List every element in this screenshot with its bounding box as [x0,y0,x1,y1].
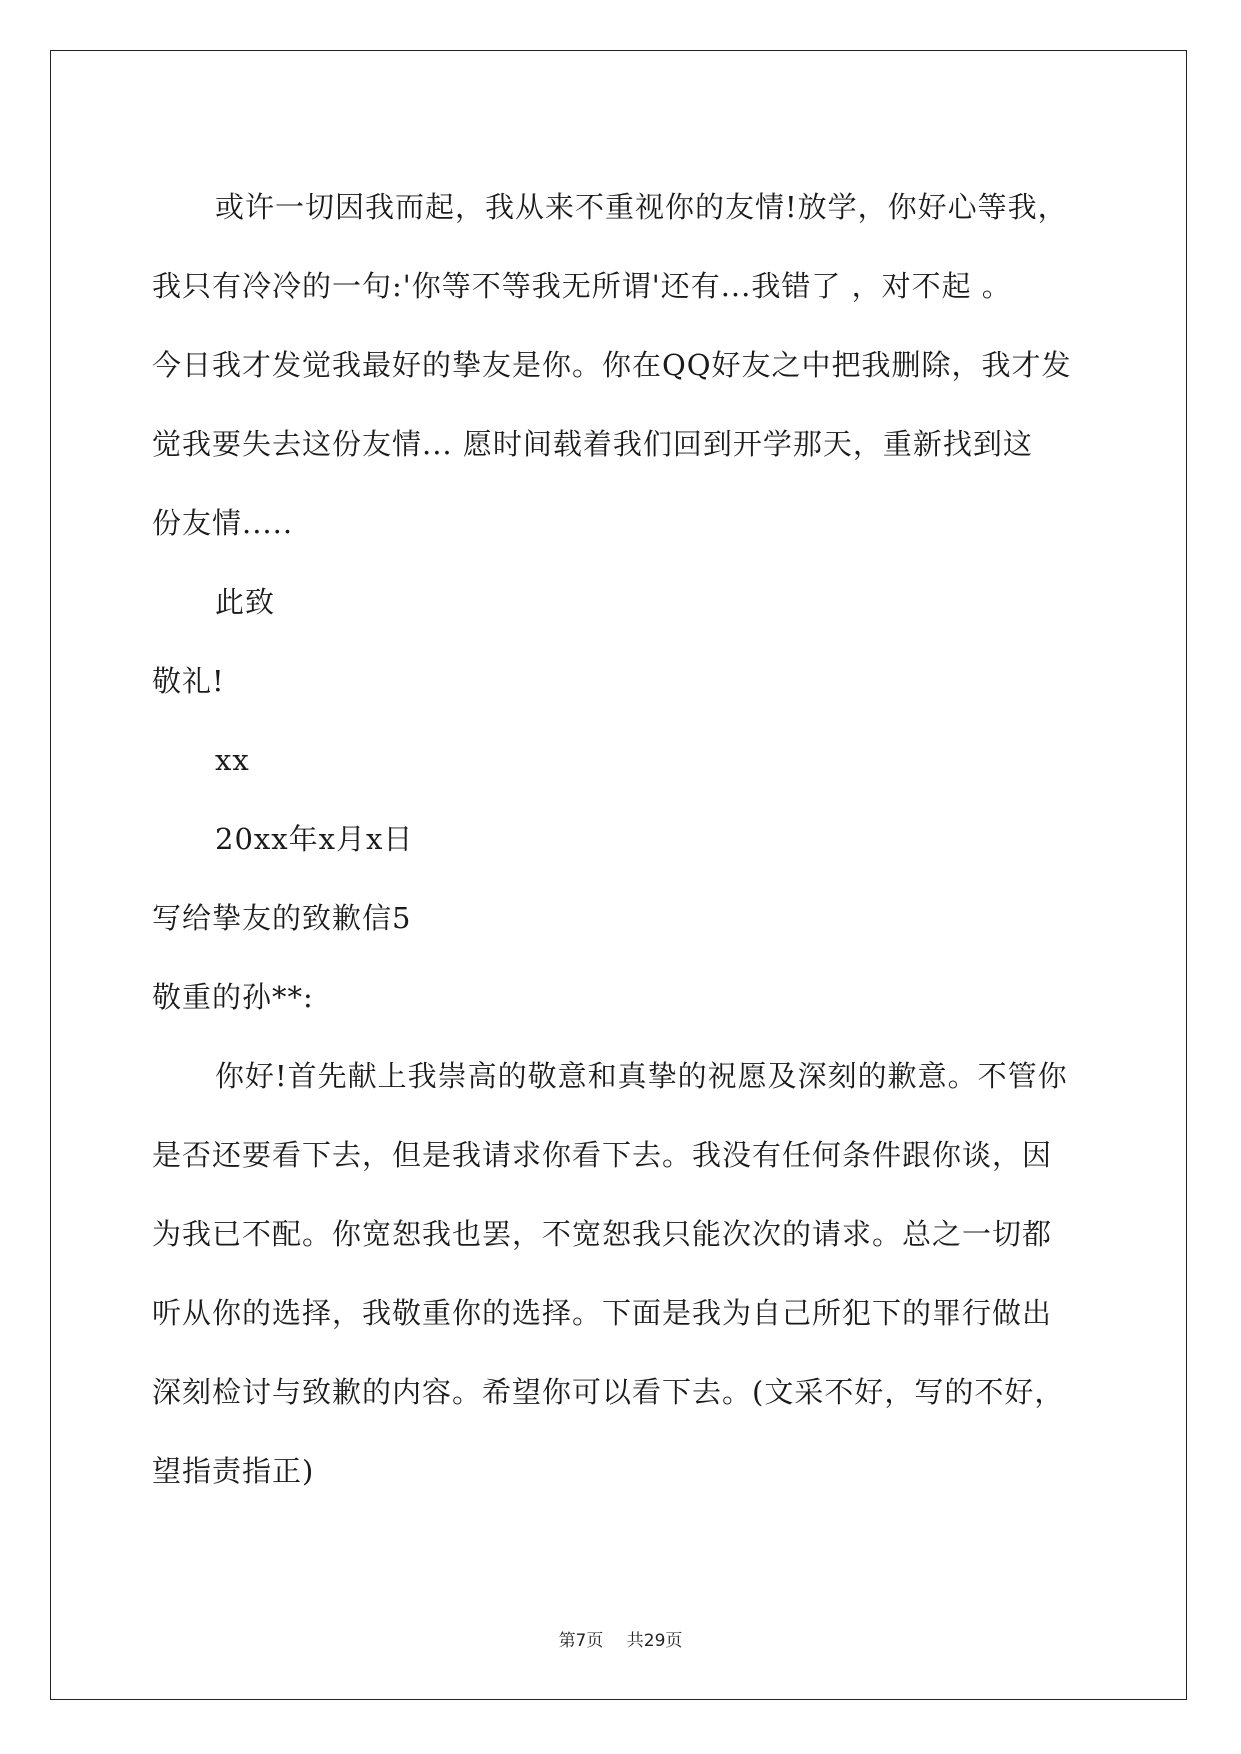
text-line: 今日我才发觉我最好的挚友是你。你在QQ好友之中把我删除，我才发 [152,348,1072,382]
text-line: 你好!首先献上我崇高的敬意和真挚的祝愿及深刻的歉意。不管你 [215,1059,1068,1093]
text-line: 望指责指正) [152,1454,315,1488]
signature-name: xx [215,743,250,777]
text-line: 深刻检讨与致歉的内容。希望你可以看下去。(文采不好，写的不好， [152,1375,1065,1409]
closing-salutation: 此致 [215,585,276,619]
text-line: 觉我要失去这份友情... 愿时间载着我们回到开学那天，重新找到这 [152,427,1033,461]
document-body [152,168,1092,1511]
greeting: 敬重的孙**: [152,980,314,1014]
text-line: 我只有冷冷的一句:'你等不等我无所谓'还有...我错了 ，对不起 。 [152,269,1012,303]
page-footer [0,1626,1241,1651]
closing-regards: 敬礼! [152,664,225,698]
text-line: 或许一切因我而起，我从来不重视你的友情!放学，你好心等我， [215,190,1068,224]
text-line: 听从你的选择，我敬重你的选择。下面是我为自己所犯下的罪行做出 [152,1296,1053,1330]
text-line: 为我已不配。你宽恕我也罢，不宽恕我只能次次的请求。总之一切都 [152,1217,1053,1251]
page-number: 第7页 [558,1631,604,1651]
page-total: 共29页 [626,1631,683,1651]
text-line: 是否还要看下去，但是我请求你看下去。我没有任何条件跟你谈，因 [152,1138,1053,1172]
text-line: 份友情..... [152,506,294,540]
signature-date: 20xx年x月x日 [215,822,414,856]
section-title: 写给挚友的致歉信5 [152,901,412,935]
